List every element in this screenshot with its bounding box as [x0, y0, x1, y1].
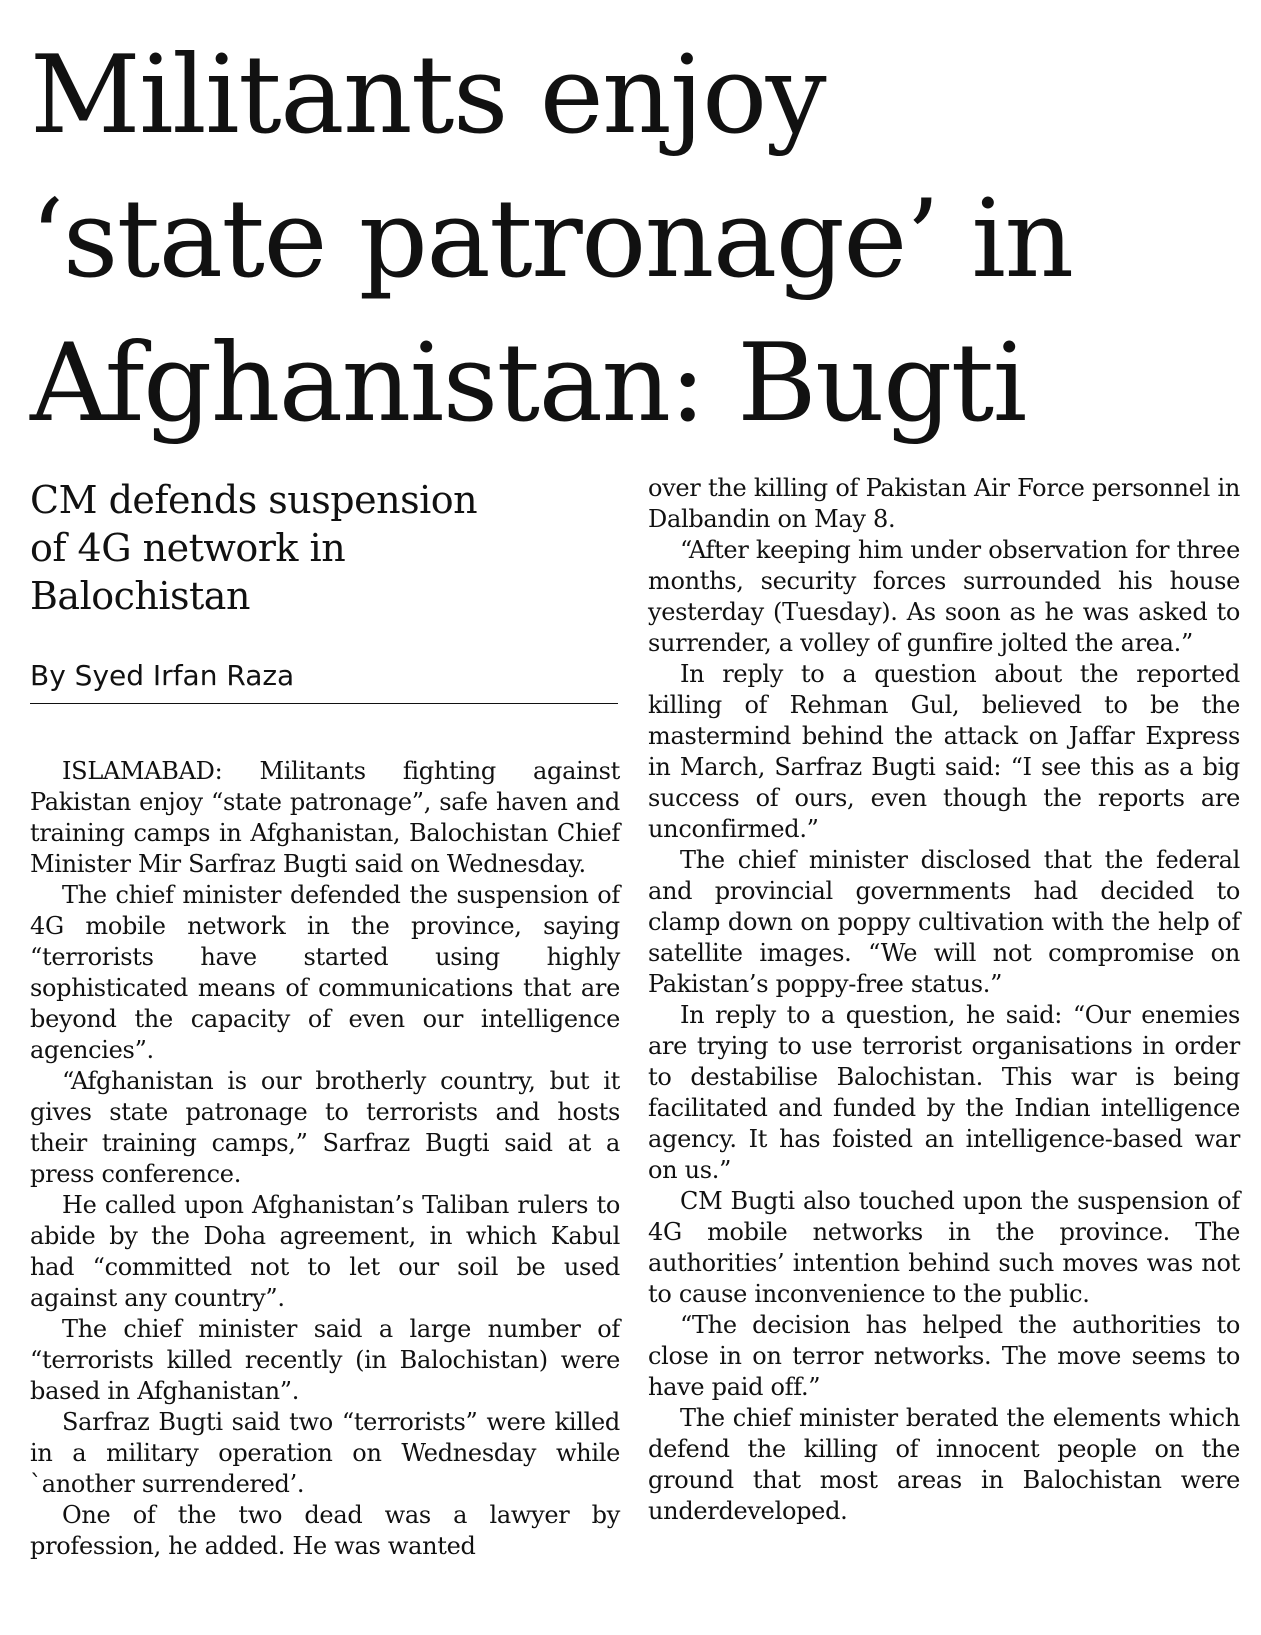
subheadline-line: CM defends suspension [30, 478, 478, 522]
paragraph: One of the two dead was a lawyer by profession, he added. He was wanted [30, 1501, 620, 1560]
paragraph: “Afghanistan is our brotherly country, but it gives state patronage to terrorists and hosts their training camps,” Sarfraz Bugti said at a press conference. [30, 1067, 620, 1188]
subheadline-line: Balochistan [30, 574, 250, 618]
paragraph: He called upon Afghanistan’s Taliban rulers to abide by the Doha agreement, in which Kabul had “committed not to let our soil be used against any country”. [30, 1191, 620, 1312]
paragraph: The chief minister defended the suspension of 4G mobile network in the province, saying “terrorists have started using highly sophisticated means of communications that are beyond the capacity of even our intelligence agencies”. [30, 881, 620, 1064]
article-column-left [30, 756, 620, 1562]
paragraph-continuation: over the killing of Pakistan Air Force personnel in Dalbandin on May 8. [648, 474, 1240, 533]
article-column-right [648, 473, 1240, 1527]
paragraph: “After keeping him under observation for three months, security forces surrounded his house yesterday (Tuesday). As soon as he was asked to surrender, a volley of gunfire jolted the area.” [648, 536, 1240, 657]
subheadline-line: of 4G network in [30, 526, 346, 570]
paragraph: In reply to a question, he said: “Our enemies are trying to use terrorist organisations in order to destabilise Balochistan. This war is being facilitated and funded by the Indian intelligence agency. It has foisted an intelligence-based war on us.” [648, 1001, 1240, 1184]
headline-line: ‘state patronage’ in [30, 177, 1073, 302]
paragraph: CM Bugti also touched upon the suspension of 4G mobile networks in the province. The authorities’ intention behind such moves was not to cause inconvenience to the public. [648, 1187, 1240, 1308]
paragraph: The chief minister said a large number of “terrorists killed recently (in Balochistan) were based in Afghanistan”. [30, 1315, 620, 1405]
paragraph: Sarfraz Bugti said two “terrorists” were killed in a military operation on Wednesday while `another surrendered’. [30, 1408, 620, 1498]
byline: By Syed Irfan Raza [30, 659, 295, 692]
paragraph: “The decision has helped the authorities to close in on terror networks. The move seems to have paid off.” [648, 1311, 1240, 1401]
headline [30, 24, 1245, 456]
paragraph: ISLAMABAD: Militants fighting against Pakistan enjoy “state patronage”, safe haven and training camps in Afghanistan, Balochistan Chief Minister Mir Sarfraz Bugti said on Wednesday. [30, 757, 620, 878]
headline-line: Militants enjoy [30, 33, 826, 158]
subheadline [30, 476, 600, 620]
byline-divider [30, 703, 618, 704]
paragraph: In reply to a question about the reported killing of Rehman Gul, believed to be the mastermind behind the attack on Jaffar Express in March, Sarfraz Bugti said: “I see this as a big success of ours, even though the reports are unconfirmed.” [648, 660, 1240, 843]
paragraph: The chief minister berated the elements which defend the killing of innocent people on the ground that most areas in Balochistan were underdeveloped. [648, 1404, 1240, 1525]
paragraph: The chief minister disclosed that the federal and provincial governments had decided to clamp down on poppy cultivation with the help of satellite images. “We will not compromise on Pakistan’s poppy-free status.” [648, 846, 1240, 998]
headline-line: Afghanistan: Bugti [30, 321, 1026, 446]
